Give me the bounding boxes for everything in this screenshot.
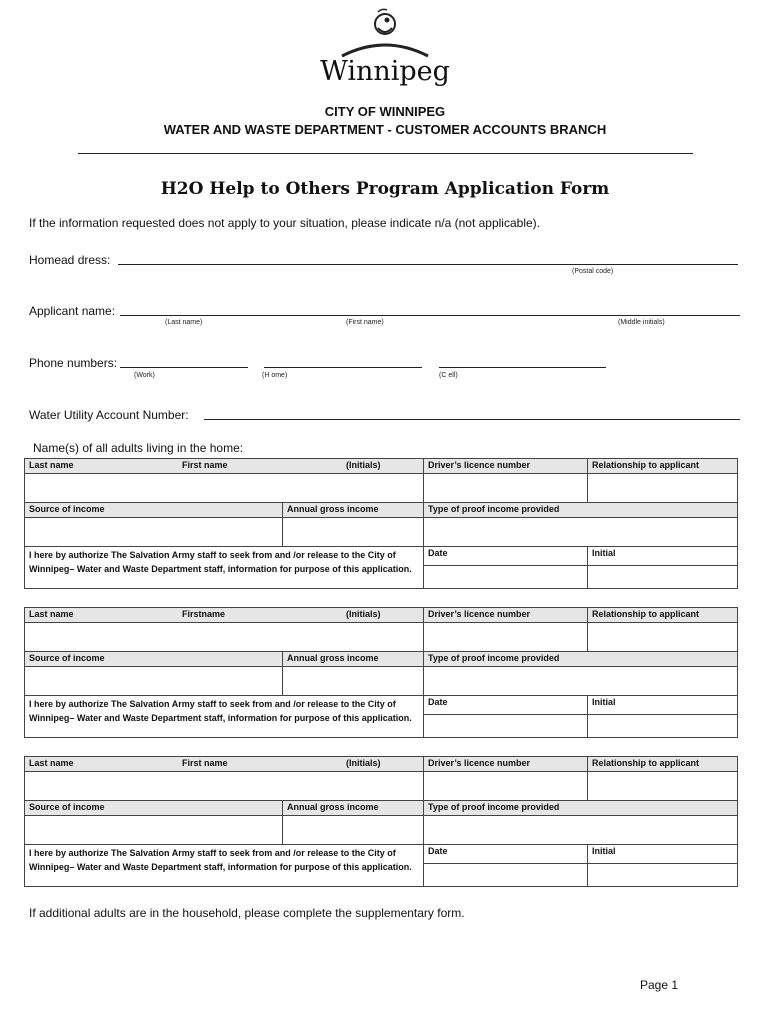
home-address-field[interactable] — [118, 264, 738, 265]
proof-income-cell[interactable] — [424, 816, 738, 845]
name-cell[interactable] — [25, 474, 424, 503]
name-header — [25, 608, 424, 623]
source-income-header: Source of income — [25, 503, 283, 518]
phone-numbers-label: Phone numbers: — [29, 356, 118, 370]
adult-table-2 — [24, 607, 738, 738]
first-name-header: Firstname — [182, 609, 226, 619]
date-cell[interactable] — [424, 566, 588, 589]
org-name: CITY OF WINNIPEG — [324, 104, 446, 119]
relationship-header: Relationship to applicant — [588, 459, 738, 474]
source-income-header: Source of income — [25, 801, 283, 816]
licence-cell[interactable] — [424, 623, 588, 652]
header-divider — [78, 153, 693, 154]
licence-cell[interactable] — [424, 474, 588, 503]
department-name: WATER AND WASTE DEPARTMENT - CUSTOMER ACCOUNTS BRANCH — [163, 122, 607, 137]
relationship-cell[interactable] — [588, 623, 738, 652]
authorization-text: I here by authorize The Salvation Army staff to seek from and /or release to the City of Winnipeg– Water and Waste Department staff, information for purpose of this application. — [25, 696, 424, 738]
last-name-header: Last name — [29, 758, 74, 768]
proof-income-cell[interactable] — [424, 667, 738, 696]
proof-income-header: Type of proof income provided — [424, 652, 738, 667]
annual-income-cell[interactable] — [283, 667, 424, 696]
initial-cell[interactable] — [588, 864, 738, 887]
first-name-caption: (First name) — [346, 319, 384, 326]
initials-header: (Initials) — [346, 609, 381, 619]
footer-note: If additional adults are in the household, please complete the supplementary form. — [29, 906, 465, 920]
proof-income-header: Type of proof income provided — [424, 503, 738, 518]
postal-code-caption: (Postal code) — [572, 268, 614, 275]
name-cell[interactable] — [25, 623, 424, 652]
annual-income-cell[interactable] — [283, 816, 424, 845]
relationship-header: Relationship to applicant — [588, 608, 738, 623]
home-phone-field[interactable] — [264, 367, 422, 368]
source-income-header: Source of income — [25, 652, 283, 667]
date-cell[interactable] — [424, 715, 588, 738]
initial-header: Initial — [588, 696, 738, 715]
date-header: Date — [424, 696, 588, 715]
initial-header: Initial — [588, 547, 738, 566]
form-title: H2O Help to Others Program Application Form — [160, 179, 610, 199]
source-income-cell[interactable] — [25, 518, 283, 547]
proof-income-cell[interactable] — [424, 518, 738, 547]
date-header: Date — [424, 845, 588, 864]
date-header: Date — [424, 547, 588, 566]
annual-income-header: Annual gross income — [283, 503, 424, 518]
authorization-text: I here by authorize The Salvation Army staff to seek from and /or release to the City of Winnipeg– Water and Waste Department staff, information for purpose of this application. — [25, 845, 424, 887]
first-name-header: First name — [182, 460, 228, 470]
work-caption: (Work) — [134, 372, 155, 379]
relationship-header: Relationship to applicant — [588, 757, 738, 772]
name-header — [25, 459, 424, 474]
cell-phone-field[interactable] — [439, 367, 606, 368]
initials-header: (Initials) — [346, 460, 381, 470]
last-name-caption: (Last name) — [165, 319, 203, 326]
work-phone-field[interactable] — [120, 367, 248, 368]
last-name-header: Last name — [29, 460, 74, 470]
adults-heading: Name(s) of all adults living in the home: — [33, 441, 244, 455]
licence-header: Driver’s licence number — [424, 757, 588, 772]
relationship-cell[interactable] — [588, 474, 738, 503]
relationship-cell[interactable] — [588, 772, 738, 801]
adult-table-1 — [24, 458, 738, 589]
date-cell[interactable] — [424, 864, 588, 887]
applicant-name-label: Applicant name: — [29, 304, 116, 318]
authorization-text: I here by authorize The Salvation Army staff to seek from and /or release to the City of Winnipeg– Water and Waste Department staff, information for purpose of this application. — [25, 547, 424, 589]
home-address-label: Homead dress: — [29, 253, 111, 267]
name-header — [25, 757, 424, 772]
licence-header: Driver’s licence number — [424, 459, 588, 474]
applicant-name-field[interactable] — [120, 315, 740, 316]
logo-wordmark: Winnipeg — [320, 56, 450, 87]
page-number: Page 1 — [640, 978, 679, 992]
name-cell[interactable] — [25, 772, 424, 801]
annual-income-header: Annual gross income — [283, 652, 424, 667]
initial-cell[interactable] — [588, 566, 738, 589]
adult-table-3 — [24, 756, 738, 887]
initial-cell[interactable] — [588, 715, 738, 738]
cell-caption: (C ell) — [439, 372, 458, 379]
instructions: If the information requested does not apply to your situation, please indicate n/a (not applicable). — [29, 216, 540, 230]
annual-income-cell[interactable] — [283, 518, 424, 547]
home-caption: (H ome) — [262, 372, 288, 379]
initial-header: Initial — [588, 845, 738, 864]
account-number-field[interactable] — [204, 419, 740, 420]
licence-header: Driver’s licence number — [424, 608, 588, 623]
account-number-label: Water Utility Account Number: — [29, 408, 189, 422]
last-name-header: Last name — [29, 609, 74, 619]
source-income-cell[interactable] — [25, 667, 283, 696]
first-name-header: First name — [182, 758, 228, 768]
winnipeg-logo — [320, 6, 450, 96]
initials-header: (Initials) — [346, 758, 381, 768]
middle-initials-caption: (Middle initials) — [618, 319, 665, 326]
licence-cell[interactable] — [424, 772, 588, 801]
source-income-cell[interactable] — [25, 816, 283, 845]
proof-income-header: Type of proof income provided — [424, 801, 738, 816]
annual-income-header: Annual gross income — [283, 801, 424, 816]
